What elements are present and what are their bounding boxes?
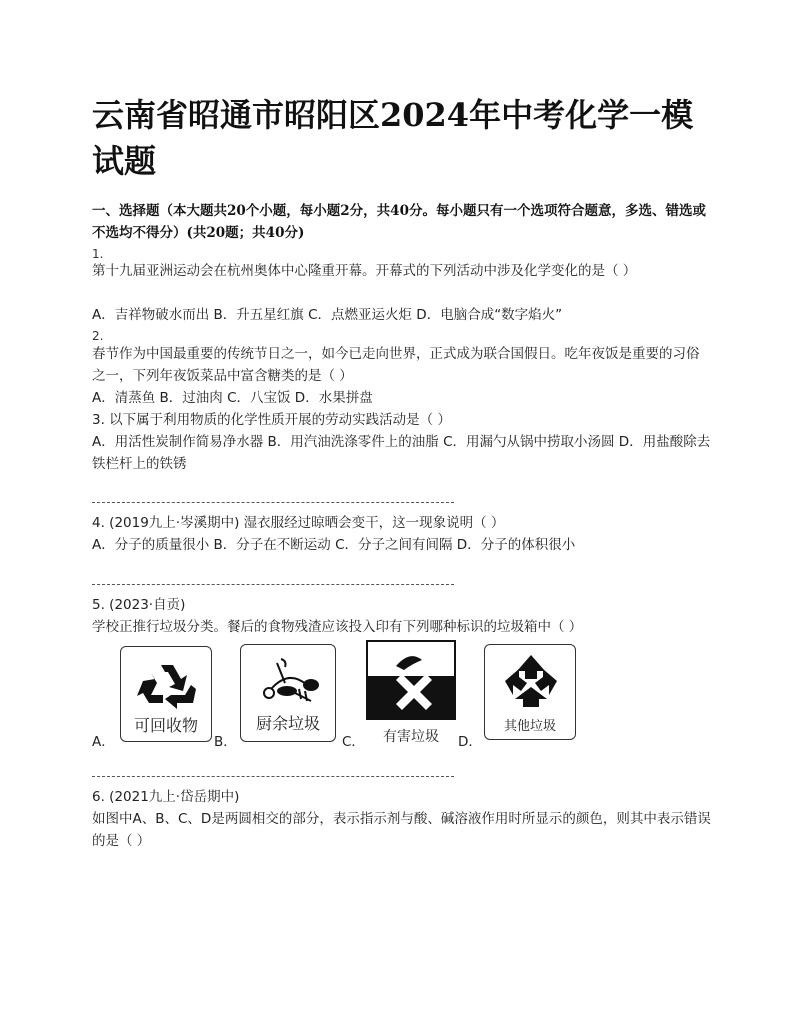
question-4-options: A．分子的质量很小 B．分子在不断运动 C．分子之间有间隔 D．分子的体积很小	[92, 537, 576, 553]
question-1-stem: 第十九届亚洲运动会在杭州奥体中心隆重开幕。开幕式的下列活动中涉及化学变化的是（ ）	[92, 263, 637, 279]
divider	[92, 584, 454, 585]
question-3-stem: 3. 以下属于利用物质的化学性质开展的劳动实践活动是（ ）	[92, 412, 451, 428]
question-5-option-images	[92, 640, 712, 750]
other-waste-bin-sign	[484, 644, 576, 740]
section-heading: 一、选择题（本大题共20个小题，每小题2分，共40分。每小题只有一个选项符合题意，多选、错选或不选均不得分）(共20题；共40分)	[92, 203, 706, 241]
recycle-icon	[121, 653, 213, 713]
recyclable-bin-sign	[120, 646, 212, 742]
divider	[92, 502, 454, 503]
hazardous-waste-bin-sign	[366, 640, 456, 746]
question-1-options: A．吉祥物破水而出 B．升五星红旗 C．点燃亚运火炬 D．电脑合成“数字焰火”	[92, 307, 563, 323]
bin-label: 可回收物	[133, 716, 198, 735]
option-b-label: B．	[214, 734, 237, 750]
question-6-source: 6. (2021九上·岱岳期中)	[92, 789, 240, 805]
question-2-stem: 春节作为中国最重要的传统节日之一，如今已走向世界，正式成为联合国假日。吃年夜饭是重要的习俗之一，下列年夜饭菜品中富含糖类的是（ ）	[92, 346, 700, 384]
option-d-label: D．	[458, 734, 482, 750]
food-waste-bin-sign	[240, 644, 336, 742]
question-6-stem: 如图中A、B、C、D是两圆相交的部分，表示指示剂与酸、碱溶液作用时所显示的颜色，则其中表示错误的是（ ）	[92, 811, 711, 849]
question-2-number: 2.	[92, 329, 104, 343]
page-title: 云南省昭通市昭阳区2024年中考化学一模试题	[92, 96, 694, 180]
option-a-label: A．	[92, 734, 115, 750]
question-5-source: 5. (2023·自贡)	[92, 597, 186, 613]
bin-label: 厨余垃圾	[255, 714, 320, 733]
question-2-options: A．清蒸鱼 B．过油肉 C．八宝饭 D．水果拼盘	[92, 390, 373, 406]
bin-label: 其他垃圾	[503, 719, 556, 734]
divider	[92, 776, 454, 777]
question-3-options: A．用活性炭制作简易净水器 B．用汽油洗涤零件上的油脂 C．用漏勺从锅中捞取小汤圆 D．用盐酸除去铁栏杆上的铁锈	[92, 434, 711, 472]
bin-label: 有害垃圾	[383, 729, 439, 745]
food-waste-icon	[241, 649, 337, 711]
option-c-label: C．	[342, 734, 365, 750]
hazardous-waste-icon	[366, 640, 456, 720]
question-1-number: 1.	[92, 247, 104, 261]
question-5-stem: 学校正推行垃圾分类。餐后的食物残渣应该投入印有下列哪种标识的垃圾箱中（ ）	[92, 619, 583, 635]
question-4-stem: 4. (2019九上·岑溪期中) 湿衣服经过晾晒会变干，这一现象说明（ ）	[92, 515, 505, 531]
other-waste-icon	[485, 649, 577, 711]
